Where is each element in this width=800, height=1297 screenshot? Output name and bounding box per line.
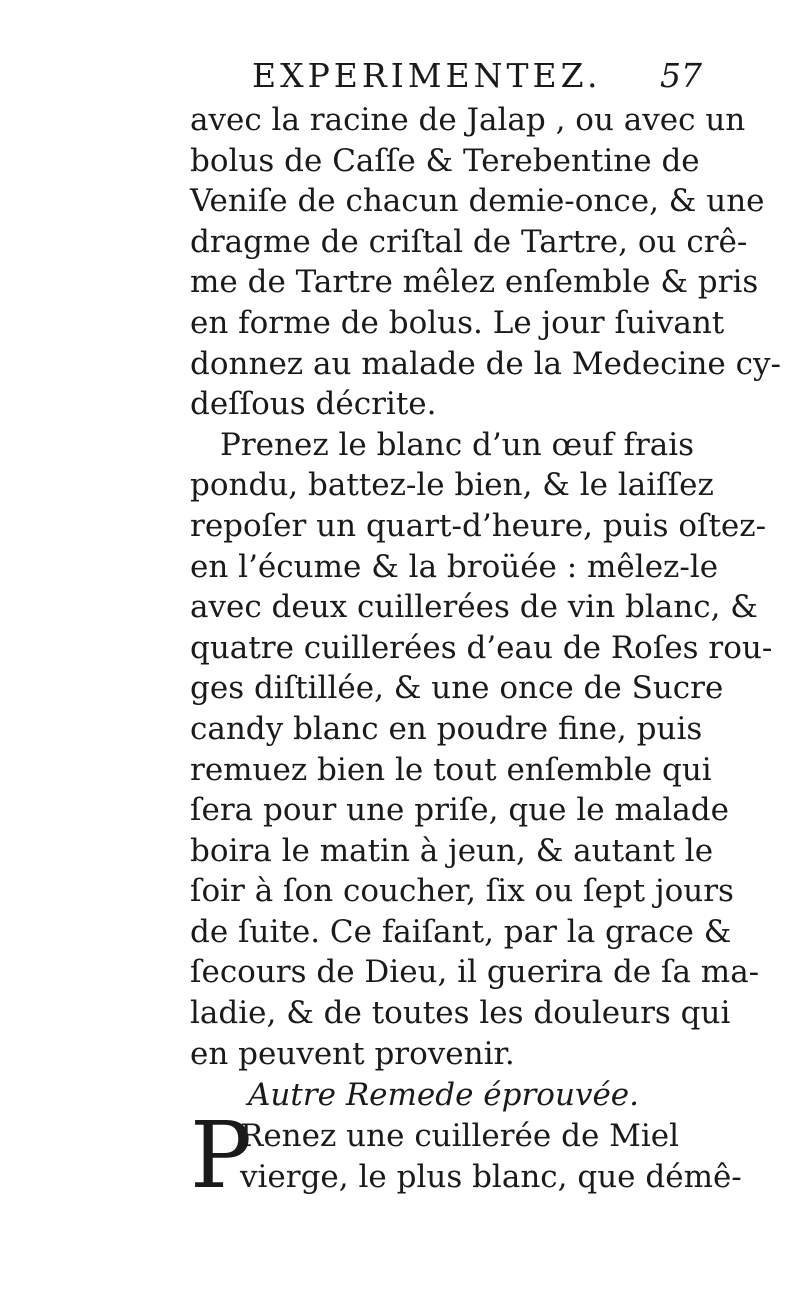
text-line: boira le matin à jeun, & autant le (190, 832, 714, 869)
text-line: Veniſe de chacun demie-once, & une (190, 183, 765, 220)
text-line: ſera pour une priſe, que le malade (190, 792, 729, 829)
text-line: deſſous décrite. (190, 386, 437, 423)
text-line: en forme de bolus. Le jour ſuivant (190, 304, 725, 341)
paragraph-new-remedy (190, 1102, 742, 1210)
text-line: me de Tartre mêlez enſemble & pris (190, 264, 759, 301)
text-line: bolus de Caſſe & Terebentine de (190, 142, 700, 179)
text-line: candy blanc en poudre fine, puis (190, 710, 703, 747)
text-line: vierge, le plus blanc, que démê- (240, 1159, 742, 1196)
text-line: avec deux cuillerées de vin blanc, & (190, 589, 758, 626)
page-number: 57 (660, 56, 702, 95)
text-line: donnez au malade de la Medecine cy- (190, 345, 781, 382)
text-line: pondu, battez-le bien, & le laiſſez (190, 467, 714, 504)
text-line: en peuvent provenir. (190, 1035, 515, 1072)
text-line: ſecours de Dieu, il guerira de ſa ma- (190, 954, 760, 991)
text-line: Prenez le blanc d’un œuf frais (220, 426, 695, 463)
paragraph-continuation (190, 100, 781, 425)
text-line: avec la racine de Jalap , ou avec un (190, 102, 746, 138)
text-line: repoſer un quart-d’heure, puis oſtez- (190, 507, 767, 544)
text-line: en l’écume & la broüée : mêlez-le (190, 548, 719, 585)
body-text (190, 100, 781, 1210)
text-line: quatre cuillerées d’eau de Roſes rou- (190, 629, 773, 666)
text-line: ladie, & de toutes les douleurs qui (190, 995, 731, 1032)
paragraph-recipe (190, 425, 773, 1075)
text-line: ſoir à ſon coucher, ſix ou ſept jours (190, 873, 734, 910)
running-title: EXPERIMENTEZ. (252, 56, 602, 95)
page-header (190, 52, 710, 100)
text-line: de ſuite. Ce faiſant, par la grace & (190, 913, 732, 950)
text-line: ges diſtillée, & une once de Sucre (190, 670, 724, 707)
section-heading: Autre Remede éprouvée. (248, 1077, 639, 1114)
text-line: Renez une cuillerée de Miel (240, 1118, 680, 1155)
text-line: remuez bien le tout enſemble qui (190, 751, 712, 788)
text-line: dragme de criſtal de Tartre, ou crê- (190, 223, 748, 260)
drop-cap: P (190, 1102, 252, 1210)
